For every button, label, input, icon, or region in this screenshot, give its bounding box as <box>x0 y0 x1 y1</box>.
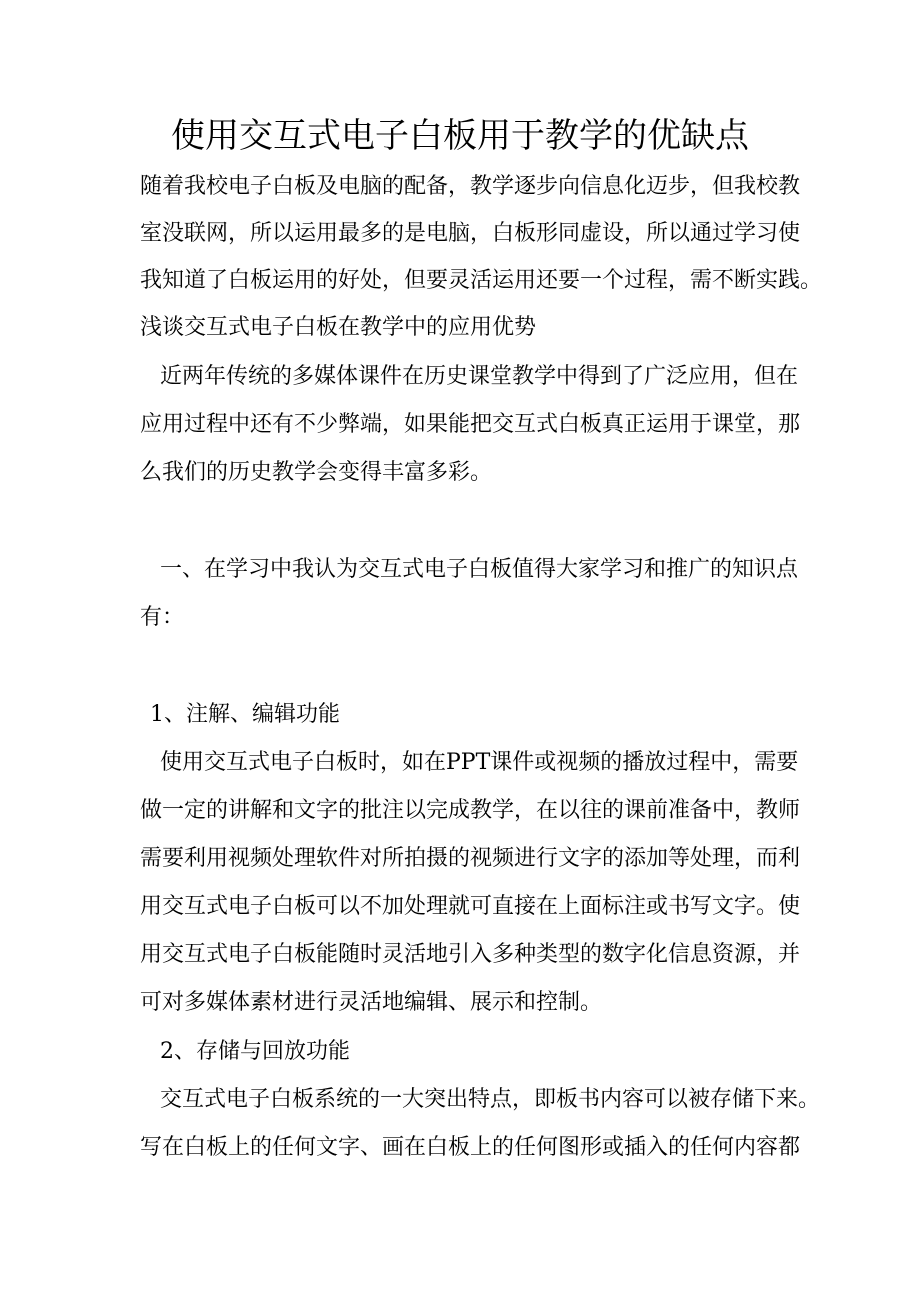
paragraph-line: 近两年传统的多媒体课件在历史课堂教学中得到了广泛应用，但在 <box>160 364 799 389</box>
paragraph-line: 使用交互式电子白板时，如在PPT课件或视频的播放过程中，需要 <box>160 750 799 775</box>
paragraph-line: 交互式电子白板系统的一大突出特点，即板书内容可以被存储下来。 <box>160 1087 821 1112</box>
paragraph-line: 室没联网，所以运用最多的是电脑，白板形同虚设，所以通过学习使 <box>140 221 801 246</box>
paragraph-line: 用交互式电子白板能随时灵活地引入多种类型的数字化信息资源，并 <box>140 942 801 967</box>
subsection-heading: 1、注解、编辑功能 <box>150 702 340 727</box>
paragraph-line: 做一定的讲解和文字的批注以完成教学，在以往的课前准备中，教师 <box>140 798 801 823</box>
paragraph-line: 用交互式电子白板可以不加处理就可直接在上面标注或书写文字。使 <box>140 894 801 919</box>
paragraph-line: 么我们的历史教学会变得丰富多彩。 <box>140 460 493 485</box>
paragraph-line: 需要利用视频处理软件对所拍摄的视频进行文字的添加等处理，而利 <box>140 846 801 871</box>
document-title: 使用交互式电子白板用于教学的优缺点 <box>171 116 749 156</box>
paragraph-line: 随着我校电子白板及电脑的配备，教学逐步向信息化迈步，但我校教 <box>140 174 801 199</box>
paragraph-line: 应用过程中还有不少弊端，如果能把交互式白板真正运用于课堂，那 <box>140 412 801 437</box>
paragraph-line: 我知道了白板运用的好处，但要灵活运用还要一个过程，需不断实践。 <box>140 268 823 293</box>
subsection-heading: 2、存储与回放功能 <box>160 1039 350 1064</box>
section-heading: 一、在学习中我认为交互式电子白板值得大家学习和推广的知识点 <box>160 557 799 582</box>
section-heading: 浅谈交互式电子白板在教学中的应用优势 <box>140 315 537 340</box>
paragraph-line: 写在白板上的任何文字、画在白板上的任何图形或插入的任何内容都 <box>140 1135 801 1160</box>
paragraph-line: 可对多媒体素材进行灵活地编辑、展示和控制。 <box>140 990 603 1015</box>
paragraph-line: 有： <box>140 605 185 630</box>
